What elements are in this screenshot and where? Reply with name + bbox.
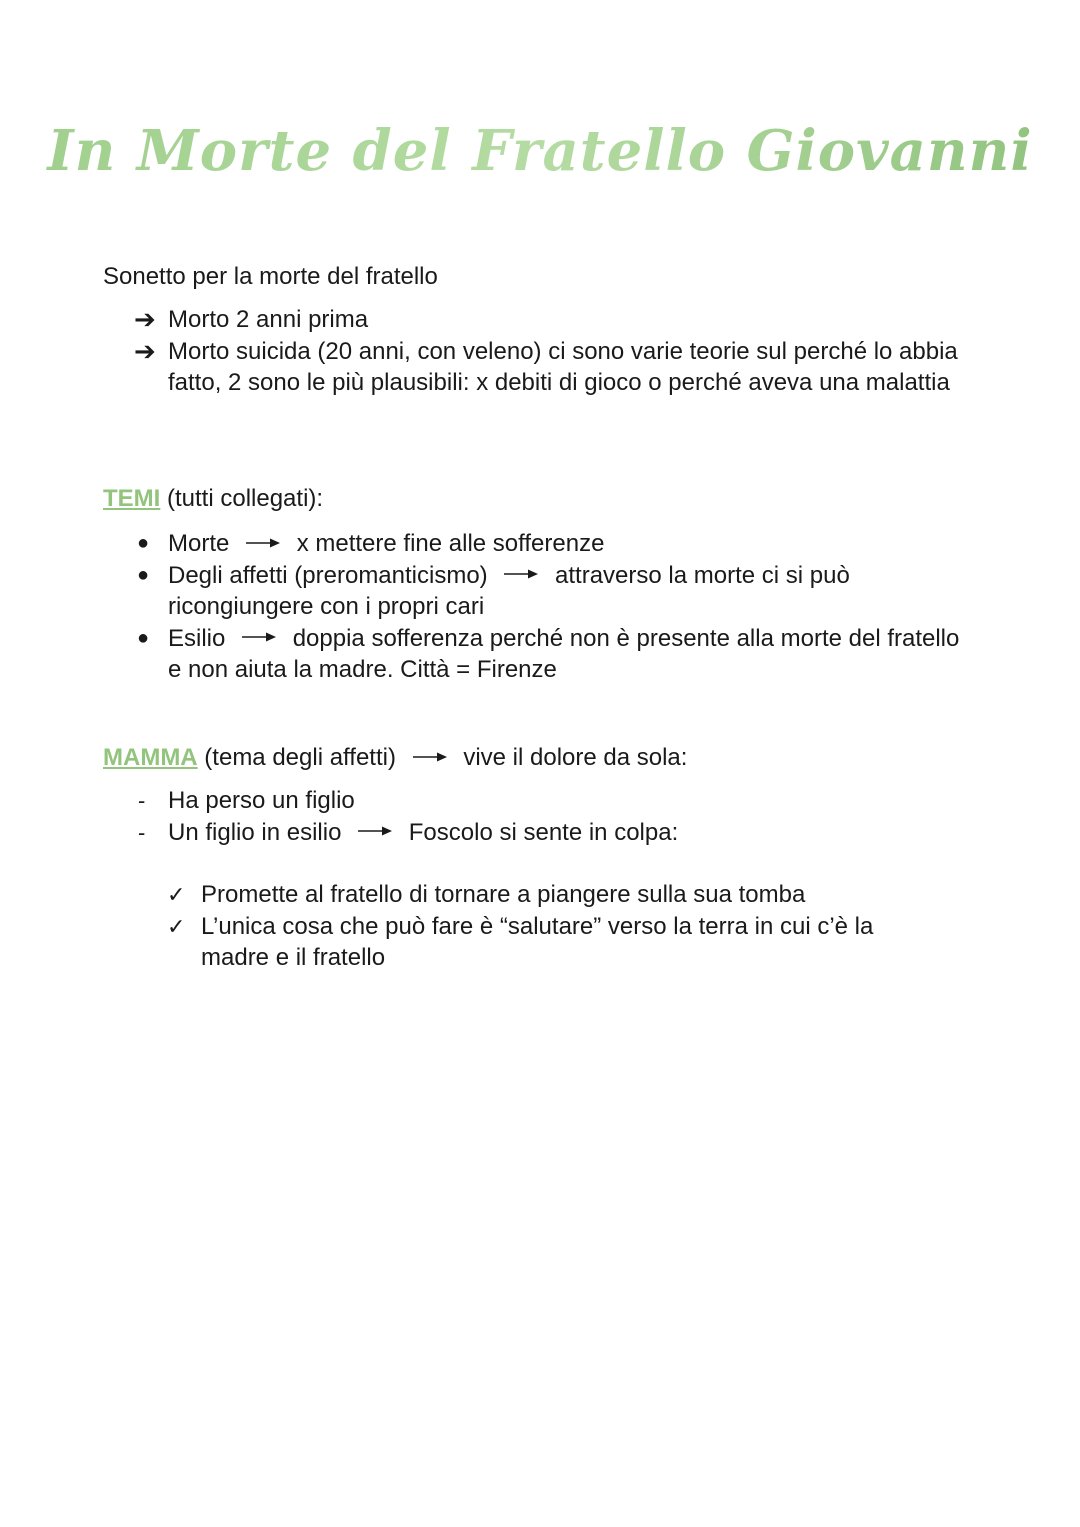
long-right-arrow-icon [246,537,280,549]
intro-list [0,304,1080,399]
mamma-heading-rest: (tema degli affetti) [197,744,396,771]
dash-marker: - [138,788,146,813]
list-item-text: Morto suicida (20 anni, con veleno) ci sono varie teorie sul perché lo abbia fatto, 2 sono le più plausibili: x debiti di gioco o perché aveva una malattia [168,337,958,396]
list-item [0,911,921,974]
check-icon: ✓ [167,913,186,939]
temi-heading-rest: (tutti collegati): [160,485,324,512]
list-item [0,879,921,911]
list-item-text: Morto 2 anni prima [168,306,369,333]
theme-description: x mettere fine alle sofferenze [296,530,605,557]
list-item-text: Promette al fratello di tornare a piangere sulla sua tomba [201,881,806,908]
list-item [0,817,968,849]
mamma-list [0,785,1080,848]
long-right-arrow-icon [358,825,392,837]
list-item-text: Un figlio in esilio [168,818,342,846]
check-icon: ✓ [167,882,186,907]
list-item [0,623,968,686]
theme-description: attraverso la morte ci si può ricongiungere con i propri cari [168,561,850,620]
arrow-bullet-icon: ➔ [134,304,156,334]
bullet-dot-icon: ● [137,563,150,586]
mamma-keyword: MAMMA [103,744,198,771]
list-item-text: L’unica cosa che può fare è “salutare” verso la terra in cui c’è la madre e il fratello [201,912,874,971]
temi-keyword: TEMI [103,485,161,512]
list-item-consequence: Foscolo si sente in colpa: [408,818,679,846]
bullet-dot-icon: ● [137,532,150,554]
list-item [0,560,968,623]
theme-description: doppia sofferenza perché non è presente alla morte del fratello e non aiuta la madre. Città = Firenze [168,624,960,683]
long-right-arrow-icon [504,568,538,580]
arrow-bullet-icon: ➔ [134,335,156,366]
dash-marker: - [138,819,146,845]
long-right-arrow-icon [413,751,447,763]
long-right-arrow-icon [242,631,276,643]
theme-name: Morte [168,530,230,557]
temi-list [0,528,1080,686]
theme-name: Degli affetti (preromanticismo) [168,561,488,589]
page-title: In Morte del Fratello Giovanni [0,118,1080,184]
temi-heading [103,483,1003,515]
list-item [0,336,968,399]
mamma-heading-after: vive il dolore da sola: [463,744,688,771]
theme-name: Esilio [168,624,226,652]
intro-heading: Sonetto per la morte del fratello [103,263,438,290]
list-item [0,785,968,817]
bullet-dot-icon: ● [137,626,150,649]
list-item-text: Ha perso un figlio [168,787,355,814]
mamma-heading [103,742,1003,774]
list-item [0,528,968,560]
check-list [0,879,1080,974]
list-item [0,304,968,336]
